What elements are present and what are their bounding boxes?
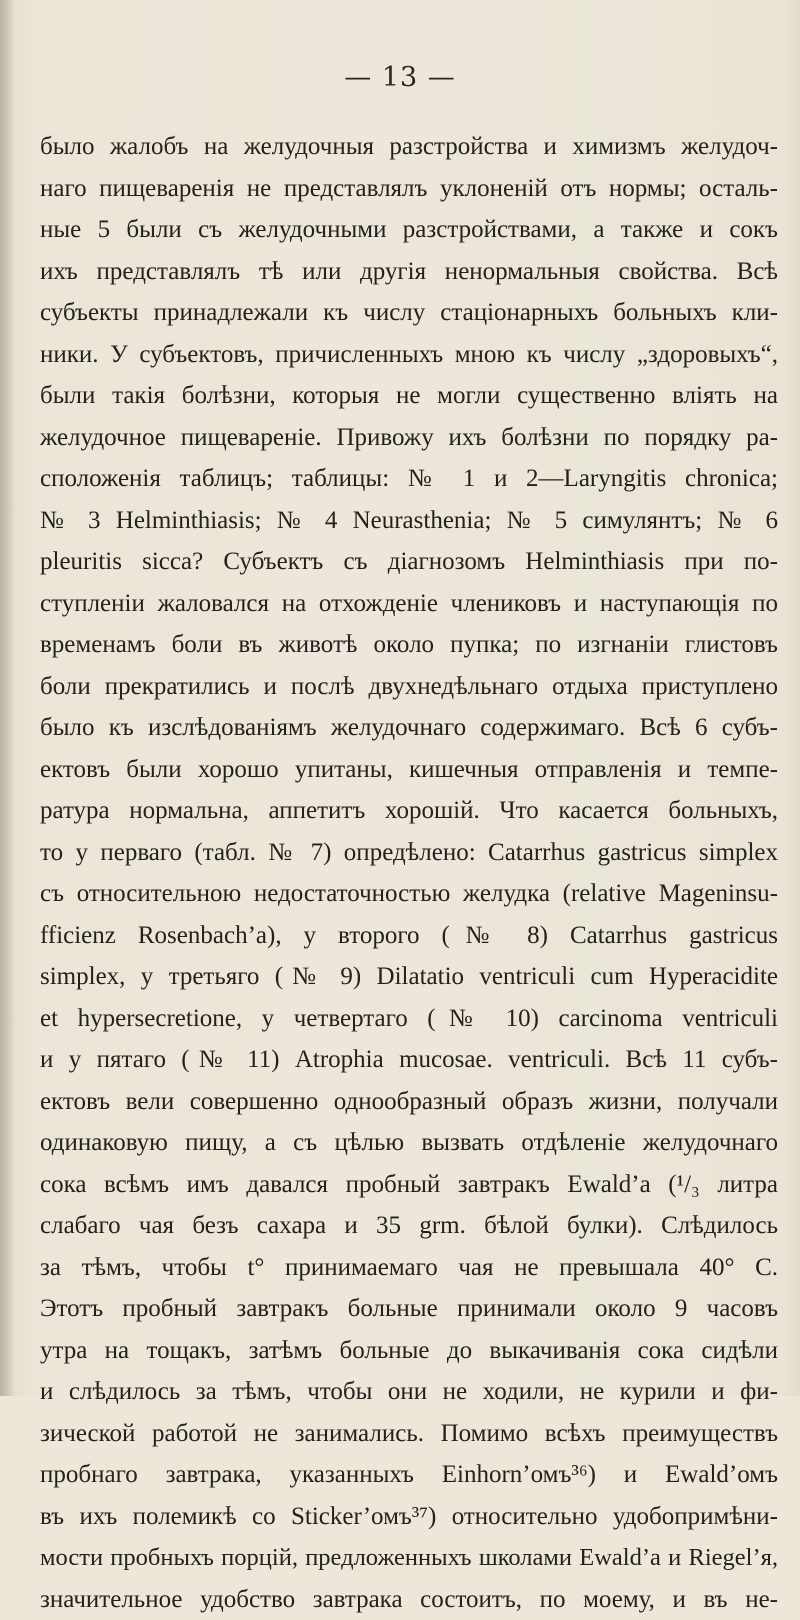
text-line: ники. У субъектовъ, причисленныхъ мною къ числу „здоровыхъ“, xyxy=(40,334,778,376)
text-line: слабаго чая безъ сахара и 35 grm. бѣлой булки). Слѣдилось xyxy=(40,1205,778,1247)
text-line: то у перваго (табл. № 7) опредѣлено: Catarrhus gastricus simplex xyxy=(40,832,778,874)
text-line: сположенія таблицъ; таблицы: № 1 и 2—Laryngitis chronica; xyxy=(40,458,778,500)
text-line: были такія болѣзни, которыя не могли существенно вліять на xyxy=(40,375,778,417)
text-line: за тѣмъ, чтобы t° принимаемаго чая не превышала 40° C. xyxy=(40,1247,778,1289)
text-line: одинаковую пищу, а съ цѣлью вызвать отдѣленіе желудочнаго xyxy=(40,1122,778,1164)
text-line: simplex, у третьяго (№ 9) Dilatatio ventriculi cum Hyperacidite xyxy=(40,956,778,998)
text-line: Этотъ пробный завтракъ больные принимали около 9 часовъ xyxy=(40,1288,778,1330)
text-line: и слѣдилось за тѣмъ, чтобы они не ходили, не курили и фи- xyxy=(40,1371,778,1413)
text-line: мости пробныхъ порцій, предложенныхъ школами Ewald’a и Riegel’я, xyxy=(40,1537,778,1579)
text-line: ступленіи жаловался на отхожденіе члениковъ и наступающія по xyxy=(40,583,778,625)
text-line: ратура нормальна, аппетитъ хорошій. Что касается больныхъ, xyxy=(40,790,778,832)
page-number: — 13 — xyxy=(0,62,800,93)
text-line: et hypersecretione, у четвертаго (№ 10) carcinoma ventriculi xyxy=(40,998,778,1040)
text-line: ихъ представлялъ тѣ или другія ненормальныя свойства. Всѣ xyxy=(40,251,778,293)
text-line: было къ изслѣдованіямъ желудочнаго содержимаго. Всѣ 6 субъ- xyxy=(40,707,778,749)
text-line: субъекты принадлежали къ числу стаціонарныхъ больныхъ кли- xyxy=(40,292,778,334)
text-line: ектовъ вели совершенно однообразный образъ жизни, получали xyxy=(40,1081,778,1123)
text-line: съ относительною недостаточностью желудка (relative Mageninsu- xyxy=(40,873,778,915)
text-line: сока всѣмъ имъ давался пробный завтракъ Ewald’a (¹/₃ литра xyxy=(40,1164,778,1206)
text-line: желудочное пищевареніе. Привожу ихъ болѣзни по порядку ра- xyxy=(40,417,778,459)
text-line: зической работой не занимались. Помимо всѣхъ преимуществъ xyxy=(40,1413,778,1455)
binding-shadow xyxy=(0,0,14,1396)
text-line: № 3 Helminthiasis; № 4 Neurasthenia; № 5 симулянтъ; № 6 xyxy=(40,500,778,542)
text-line: было жалобъ на желудочныя разстройства и химизмъ желудоч- xyxy=(40,126,778,168)
text-line: значительное удобство завтрака состоитъ, по моему, и въ не- xyxy=(40,1579,778,1620)
text-line: fficienz Rosenbach’a), у второго (№ 8) Catarrhus gastricus xyxy=(40,915,778,957)
text-line: и у пятаго (№ 11) Atrophia mucosae. ventriculi. Всѣ 11 субъ- xyxy=(40,1039,778,1081)
text-line: ектовъ были хорошо упитаны, кишечныя отправленія и темпе- xyxy=(40,749,778,791)
text-line: ные 5 были съ желудочными разстройствами, а также и сокъ xyxy=(40,209,778,251)
text-line: боли прекратились и послѣ двухнедѣльнаго отдыха приступлено xyxy=(40,666,778,708)
text-line: въ ихъ полемикѣ со Sticker’омъ³⁷) относительно удобопримѣни- xyxy=(40,1496,778,1538)
text-line: наго пищеваренія не представлялъ уклоненій отъ нормы; осталь- xyxy=(40,168,778,210)
text-line: временамъ боли въ животѣ около пупка; по изгнаніи глистовъ xyxy=(40,624,778,666)
text-line: pleuritis sicca? Субъектъ съ діагнозомъ Helminthiasis при по- xyxy=(40,541,778,583)
text-line: пробнаго завтрака, указанныхъ Einhorn’омъ³⁶) и Ewald’омъ xyxy=(40,1454,778,1496)
text-line: утра на тощакъ, затѣмъ больные до выкачиванія сока сидѣли xyxy=(40,1330,778,1372)
